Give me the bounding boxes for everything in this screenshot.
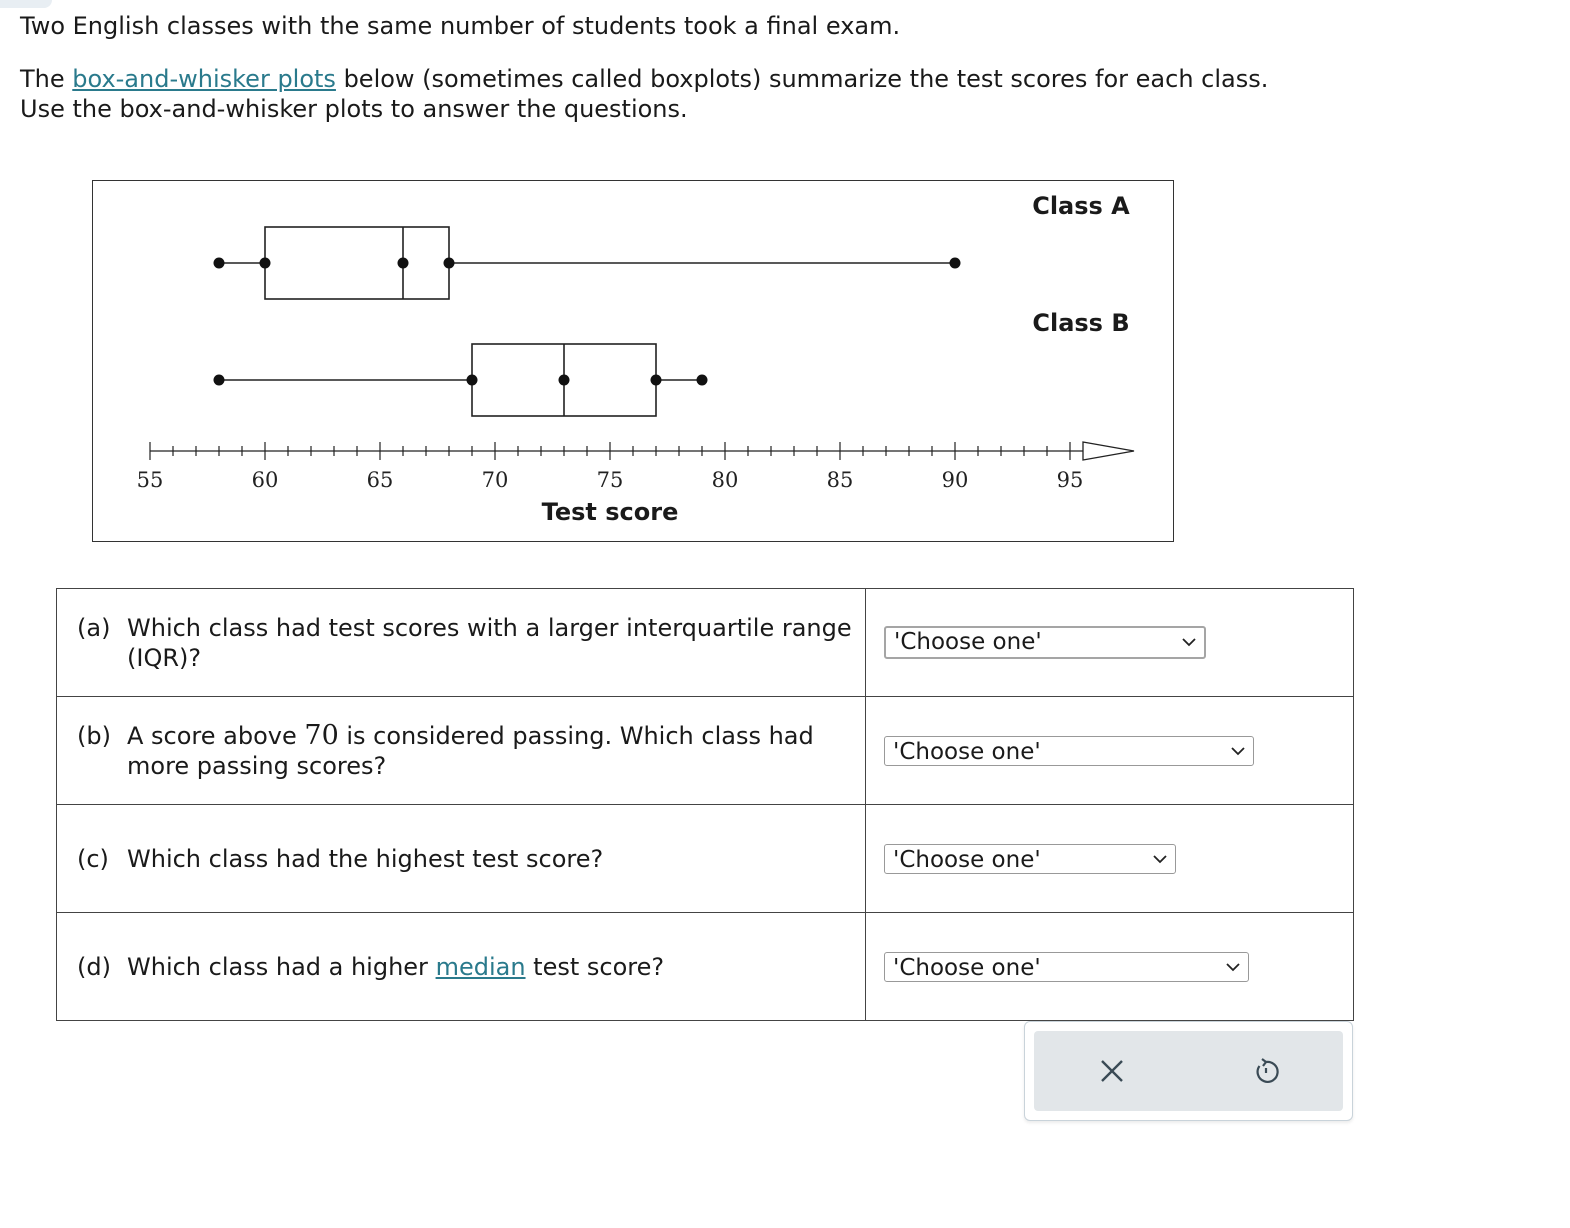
x-tick-label: 90	[941, 468, 969, 492]
class-a-max-point	[950, 258, 961, 269]
answer-d-select[interactable]	[884, 952, 1249, 982]
question-c-cell	[57, 805, 866, 913]
class-b-max-point	[697, 375, 708, 386]
boxplot-chart	[92, 180, 1174, 542]
class-a-q3-point	[444, 258, 455, 269]
question-b-text-1: A score above	[127, 721, 305, 750]
answer-d-cell	[866, 913, 1354, 1021]
question-row-d	[57, 913, 1354, 1021]
question-b-text	[127, 721, 865, 781]
intro-text: Two English classes with the same number of students took a final exam.	[20, 12, 901, 40]
answer-b-cell	[866, 697, 1354, 805]
class-b-q3-point	[651, 375, 662, 386]
answer-a-select[interactable]	[884, 626, 1206, 659]
x-tick-label: 85	[826, 468, 854, 492]
x-tick-label: 70	[481, 468, 509, 492]
question-row-a	[57, 589, 1354, 697]
question-b-cell	[57, 697, 866, 805]
answer-toolbar-inner	[1034, 1031, 1343, 1111]
passing-score-number: 70	[304, 719, 339, 751]
x-tick-label: 95	[1056, 468, 1084, 492]
clear-button[interactable]	[1092, 1051, 1132, 1091]
x-tick-label: 55	[136, 468, 164, 492]
chevron-down-icon	[1182, 635, 1196, 649]
x-tick-label: 80	[711, 468, 739, 492]
x-tick-label: 60	[251, 468, 279, 492]
question-b-label: (b)	[77, 721, 111, 750]
question-d-cell	[57, 913, 866, 1021]
class-b-min-point	[214, 375, 225, 386]
question-a-text: Which class had test scores with a larger interquartile range (IQR)?	[127, 613, 852, 672]
x-axis-title: Test score	[541, 498, 679, 526]
question-d-label: (d)	[77, 952, 111, 981]
question-d-text-2: test score?	[525, 952, 665, 981]
answer-b-value: 'Choose one'	[893, 738, 1041, 765]
answer-d-value: 'Choose one'	[893, 954, 1041, 981]
boxplot-svg	[93, 181, 1175, 543]
class-a-median-point	[398, 258, 409, 269]
median-link[interactable]: median	[435, 952, 526, 981]
class-a-q1-point	[260, 258, 271, 269]
chevron-down-icon	[1153, 852, 1167, 866]
class-a-box	[265, 227, 449, 299]
question-c-text: Which class had the highest test score?	[127, 844, 604, 873]
answer-b-select[interactable]	[884, 736, 1254, 766]
instructions-line-2: Use the box-and-whisker plots to answer the questions.	[20, 95, 688, 123]
question-d-text	[127, 952, 865, 982]
answer-toolbar	[1024, 1021, 1353, 1121]
top-left-tab	[0, 0, 52, 8]
instructions-text	[20, 64, 1520, 124]
instructions-suffix: below (sometimes called boxplots) summarize the test scores for each class.	[335, 65, 1269, 93]
x-tick-label: 75	[596, 468, 624, 492]
answer-a-value: 'Choose one'	[894, 629, 1042, 655]
class-a-min-point	[214, 258, 225, 269]
questions-table	[56, 588, 1354, 1021]
boxplot-link[interactable]: box-and-whisker plots	[72, 65, 336, 93]
question-b-text-2: is considered passing. Which class had more passing scores?	[127, 721, 814, 780]
answer-c-value: 'Choose one'	[893, 846, 1041, 873]
close-icon	[1092, 1051, 1132, 1091]
x-axis-arrow	[1083, 442, 1134, 460]
question-a-label: (a)	[77, 613, 111, 642]
class-b-label: Class B	[1032, 309, 1130, 337]
question-row-b	[57, 697, 1354, 805]
question-row-c	[57, 805, 1354, 913]
answer-c-select[interactable]	[884, 844, 1176, 874]
answer-c-cell	[866, 805, 1354, 913]
question-d-text-1: Which class had a higher	[127, 952, 436, 981]
chevron-down-icon	[1226, 960, 1240, 974]
instructions-prefix: The	[20, 65, 73, 93]
chevron-down-icon	[1231, 744, 1245, 758]
undo-icon	[1246, 1051, 1286, 1091]
question-c-label: (c)	[77, 844, 109, 873]
reset-button[interactable]	[1246, 1051, 1286, 1091]
class-b-q1-point	[467, 375, 478, 386]
class-a-label: Class A	[1032, 192, 1130, 220]
answer-a-cell	[866, 589, 1354, 697]
class-b-median-point	[559, 375, 570, 386]
x-tick-label: 65	[366, 468, 394, 492]
question-a-cell	[57, 589, 866, 697]
